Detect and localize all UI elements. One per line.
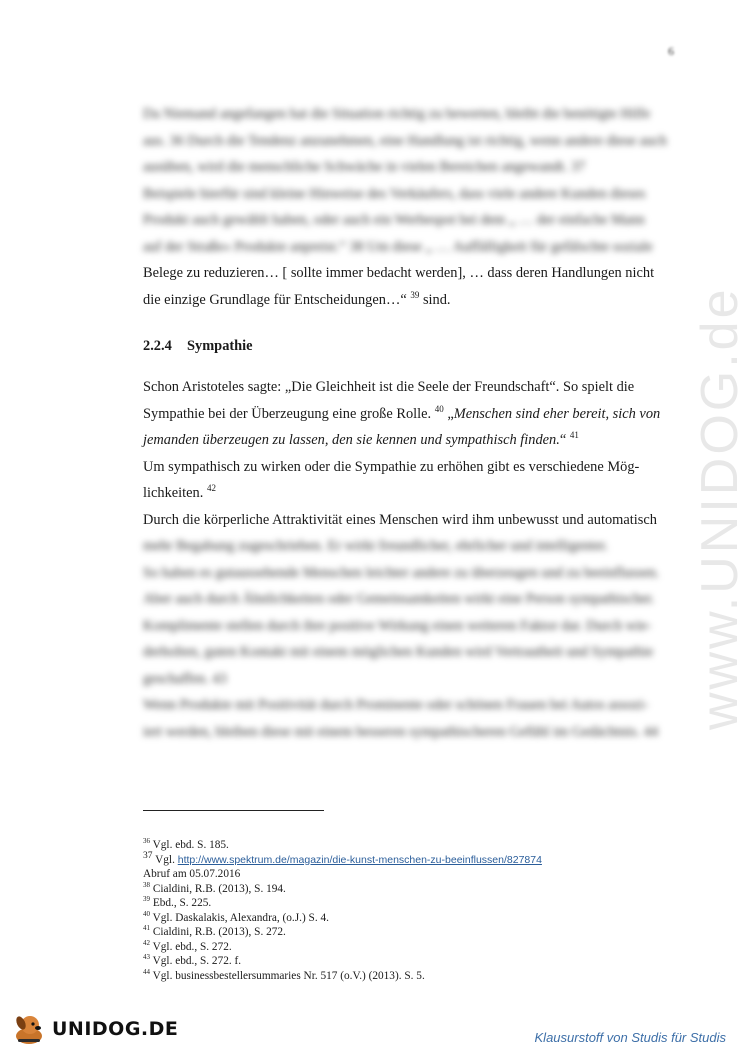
footnotes bbox=[143, 838, 542, 983]
section-number: 2.2.4 bbox=[143, 338, 172, 354]
dog-mascot-icon bbox=[10, 1012, 48, 1046]
logo-text: UNIDOG.DE bbox=[52, 1018, 179, 1040]
footnote-text: Vgl. ebd. S. 185. bbox=[152, 839, 229, 851]
blurred-line: iert werden, bleiben diese mit einem besseren sympathischeren Gefühl im Gedächtnis. 44 bbox=[143, 723, 659, 740]
watermark: www.UNIDOG.de bbox=[691, 286, 749, 730]
footnote bbox=[143, 867, 542, 882]
blurred-line: mehr Begabung zugeschrieben. Er wirkt freundlicher, ehrlicher und intelligenter. bbox=[143, 538, 608, 554]
footnote-number: 40 bbox=[143, 909, 150, 918]
text-fragment: “ bbox=[559, 432, 567, 448]
footnote-text: Ebd., S. 225. bbox=[152, 897, 212, 909]
text-line bbox=[143, 427, 679, 454]
footnote bbox=[143, 882, 542, 897]
footnote-divider bbox=[143, 810, 324, 811]
blurred-line: Da Niemand angefangen hat die Situation richtig zu bewerten, bleibt die benötigte Hilfe bbox=[143, 106, 651, 122]
blurred-line: geschaffen. 43 bbox=[143, 670, 227, 687]
text-fragment: „ bbox=[443, 405, 454, 422]
footnote-text: Vgl. ebd., S. 272. bbox=[152, 940, 232, 953]
footnote bbox=[143, 896, 542, 911]
footnote-ref: 40 bbox=[434, 403, 444, 414]
footnote bbox=[143, 850, 542, 868]
tagline: Klausurstoff von Studis für Studis bbox=[534, 1030, 726, 1045]
text-line: Belege zu reduzieren… [ sollte immer bedacht werden], … dass deren Handlungen nicht bbox=[143, 265, 655, 281]
quote-text: jemanden überzeugen zu lassen, den sie kennen und sympathisch finden. bbox=[143, 432, 560, 448]
footnote-number: 36 bbox=[143, 837, 150, 846]
text-line bbox=[143, 401, 679, 428]
footnote bbox=[143, 911, 542, 926]
blurred-line: Produkt auch gewählt haben, oder auch ein Werbespot bei dem „ … der einfache Mann bbox=[143, 212, 645, 228]
footnote bbox=[143, 969, 542, 984]
unidog-logo[interactable] bbox=[10, 1012, 178, 1046]
blurred-line: ausüben, wird die menschliche Schwäche in vielen Bereichen angewandt. 37 bbox=[143, 159, 586, 175]
text-fragment: die einzige Grundlage für Entscheidungen…“ bbox=[143, 291, 407, 308]
footnote-number: 38 bbox=[143, 880, 150, 889]
quote-text: Menschen sind eher bereit, sich von bbox=[453, 405, 661, 422]
text-line: Durch die körperliche Attraktivität eines Menschen wird ihm unbewusst und automatisch bbox=[143, 511, 657, 528]
blurred-line: Beispiele hierfür sind kleine Hinweise des Verkäufers, dass viele andere Kunden dieses bbox=[143, 185, 646, 202]
footnote-number: 44 bbox=[143, 967, 150, 976]
footnote-link[interactable]: http://www.spektrum.de/magazin/die-kunst-menschen-zu-beeinflussen/827874 bbox=[177, 853, 542, 866]
footnote-text: Vgl. Daskalakis, Alexandra, (o.J.) S. 4. bbox=[152, 911, 329, 924]
bottom-paragraph bbox=[143, 533, 679, 745]
footnote-text: Cialdini, R.B. (2013), S. 194. bbox=[152, 882, 286, 895]
footnote bbox=[143, 954, 542, 969]
footnote bbox=[143, 838, 542, 853]
footnote bbox=[143, 925, 542, 940]
page-number: 6 bbox=[668, 44, 674, 58]
sympathie-paragraph bbox=[143, 374, 679, 533]
footnote bbox=[143, 940, 542, 955]
text-line: Schon Aristoteles sagte: „Die Gleichheit ist die Seele der Freundschaft“. So spielt die bbox=[143, 379, 635, 395]
text-line bbox=[143, 287, 679, 314]
text-line: Um sympathisch zu wirken oder die Sympathie zu erhöhen gibt es verschiedene Mög- bbox=[143, 458, 640, 475]
blurred-line: Aber auch durch Ähnlichkeiten oder Gemeinsamkeiten wirkt eine Person sympathischer. bbox=[143, 591, 655, 607]
blurred-line: aus. 36 Durch die Tendenz anzunehmen, eine Handlung ist richtig, wenn andere diese auch bbox=[143, 132, 667, 149]
blurred-line: Wenn Produkte mit Positivität durch Prominente oder schönen Frauen bei Autos assozi- bbox=[143, 697, 649, 713]
footnote-text: Cialdini, R.B. (2013), S. 272. bbox=[152, 926, 286, 938]
footnote-text: Vgl. ebd., S. 272. f. bbox=[152, 955, 242, 967]
blurred-line: So haben es gutaussehende Menschen leichter andere zu überzeugen und zu beeinflussen. bbox=[143, 564, 660, 581]
footnote-ref: 42 bbox=[206, 483, 216, 494]
section-title: Sympathie bbox=[187, 338, 253, 354]
footnote-ref: 41 bbox=[569, 430, 579, 441]
footnote-number: 42 bbox=[143, 938, 150, 947]
blurred-line: auf der Straße« Produkte anpreist.“ 38 Um diese „ … Auffälligkeit für gefälschte soziale bbox=[143, 238, 653, 255]
footnote-text: Vgl. businessbestellersummaries Nr. 517 (o.V.) (2013). S. 5. bbox=[152, 969, 425, 982]
text-fragment: lichkeiten. bbox=[143, 485, 204, 501]
footnote-ref: 39 bbox=[410, 289, 420, 300]
footnote-text: Vgl. bbox=[155, 853, 178, 866]
text-fragment: Sympathie bei der Überzeugung eine große Rolle. bbox=[143, 405, 432, 422]
blurred-line: Komplimente stellen durch ihre positive Wirkung einen weiteren Faktor dar. Durch wie- bbox=[143, 617, 652, 634]
footnote-text: Abruf am 05.07.2016 bbox=[143, 868, 241, 880]
footnote-number: 39 bbox=[143, 895, 150, 904]
section-heading bbox=[143, 338, 253, 355]
footnote-number: 37 bbox=[143, 850, 153, 861]
top-paragraph bbox=[143, 101, 679, 313]
footnote-number: 43 bbox=[143, 953, 150, 962]
footnote-number: 41 bbox=[143, 924, 150, 933]
text-line bbox=[143, 480, 679, 507]
blurred-line: derholten, guten Kontakt mit einem möglichen Kunden wird Vertrautheit und Sympathie bbox=[143, 644, 654, 660]
text-fragment: sind. bbox=[419, 291, 451, 308]
